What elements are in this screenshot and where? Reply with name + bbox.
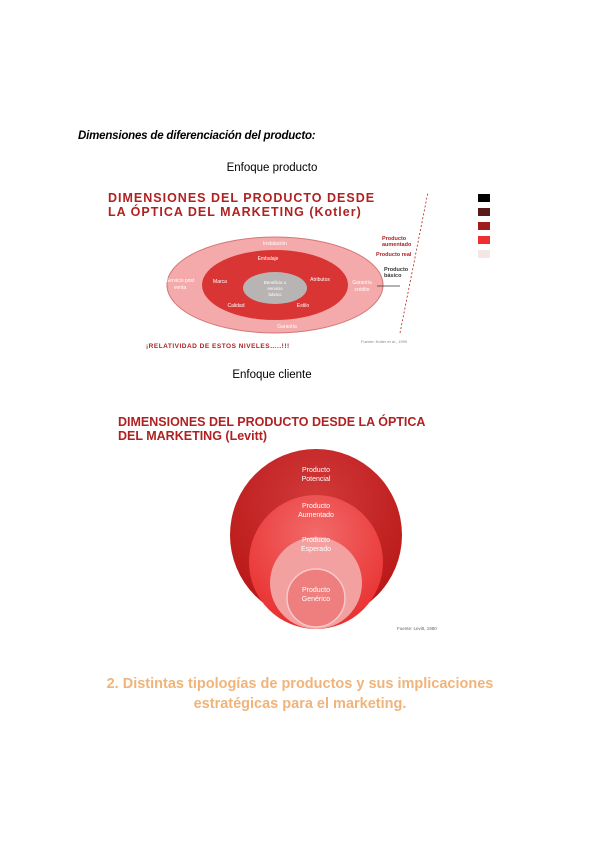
level-2-b: Aumentado <box>298 512 334 519</box>
label-augmented-2: aumentado <box>382 242 412 248</box>
section-title-line2: estratégicas para el marketing. <box>193 696 407 712</box>
mid-top: Embalaje <box>257 256 279 262</box>
outer-left-2: venta <box>173 285 187 291</box>
core-line2: servicio <box>267 286 283 291</box>
core-line3: básico <box>268 292 282 297</box>
mid-bottom-left: Calidad <box>227 303 245 309</box>
level-1-b: Potencial <box>301 476 331 483</box>
relativity-note: ¡RELATIVIDAD DE ESTOS NIVELES…..!!! <box>146 343 290 350</box>
mid-right: Atributos <box>310 277 330 283</box>
section-title <box>60 674 540 714</box>
levitt-title-line2: DEL MARKETING (Levitt) <box>118 429 268 443</box>
level-2-a: Producto <box>301 503 331 510</box>
levitt-diagram <box>110 405 470 635</box>
divider-line <box>400 192 428 333</box>
swatch-2 <box>478 208 490 216</box>
kotler-title-line2: LA ÓPTICA DEL MARKETING (Kotler) <box>108 205 362 219</box>
mid-left: Marca <box>213 279 227 285</box>
label-real: Producto real <box>376 252 412 258</box>
outer-bottom: Garantía <box>277 324 297 330</box>
swatch-1 <box>478 194 490 202</box>
level-1-a: Producto <box>301 467 331 474</box>
swatch-3 <box>478 222 490 230</box>
core-line1: Beneficio o <box>263 280 287 285</box>
levitt-source: Fuente: Levitt, 1980 <box>397 626 437 631</box>
level-4-b: Genérico <box>301 596 331 603</box>
level-3-a: Producto <box>301 537 331 544</box>
kotler-diagram <box>100 180 500 358</box>
swatch-5 <box>478 250 490 258</box>
outer-right-1: Garantía <box>352 280 372 286</box>
outer-top: Instalación <box>263 241 287 247</box>
levitt-title-line1: DIMENSIONES DEL PRODUCTO DESDE LA ÓPTICA <box>118 415 426 429</box>
outer-left-1: Servicio post <box>165 278 195 284</box>
mid-bottom-right: Estilo <box>296 303 310 309</box>
kotler-source: Fuente: Kotler et al., 1999 <box>361 339 408 344</box>
section-title-line1: 2. Distintas tipologías de productos y sus implicaciones <box>106 676 494 692</box>
level-4-a: Producto <box>301 587 331 594</box>
kotler-title-line1: DIMENSIONES DEL PRODUCTO DESDE <box>108 191 376 205</box>
swatch-4 <box>478 236 490 244</box>
label-augmented-1: Producto <box>382 236 407 242</box>
level-3-b: Esperado <box>301 546 331 553</box>
outer-right-2: crédito <box>354 287 370 293</box>
section-heading: Dimensiones de diferenciación del producto: <box>78 130 316 142</box>
caption-product-focus: Enfoque producto <box>226 162 318 174</box>
color-swatches <box>478 194 490 258</box>
label-basic-2: básico <box>384 273 402 279</box>
label-basic-1: Producto <box>384 267 409 273</box>
caption-client-focus: Enfoque cliente <box>232 369 312 381</box>
